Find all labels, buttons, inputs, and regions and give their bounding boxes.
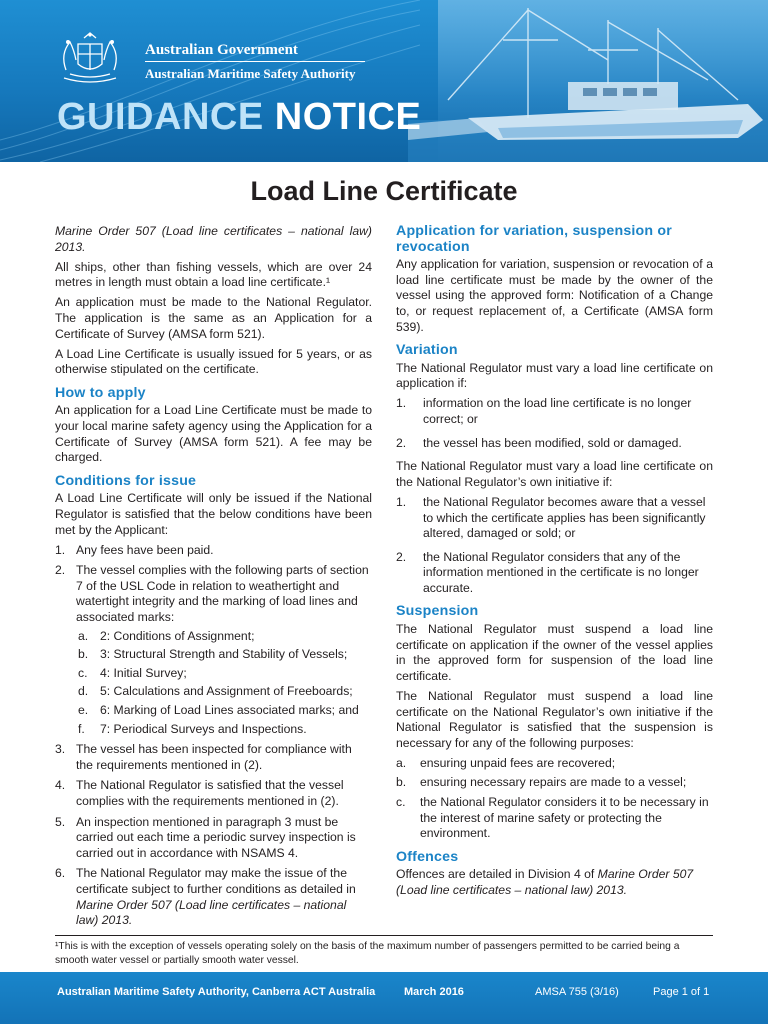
sub-list-item (396, 775, 713, 791)
list-number: 1. (396, 494, 407, 509)
sub-list-letter: e. (78, 703, 89, 718)
list-item (55, 866, 372, 928)
sub-list-text: 6: Marking of Load Lines associated marks; and (100, 703, 359, 718)
application-variation-heading: Application for variation, suspension or revocation (396, 223, 673, 255)
sub-list-text: 3: Structural Strength and Stability of Vessels; (100, 647, 348, 662)
right-column (396, 224, 713, 903)
offences-paragraph (396, 867, 713, 898)
suspension-paragraph-2: The National Regulator must suspend a load line certificate on the National Regulator’s own initiative if the National Regulator is satisfied that the suspension is necessary for any of the following purposes: (396, 688, 713, 750)
footnote-divider (55, 935, 713, 936)
list-item-text: An inspection mentioned in paragraph 3 must be carried out each time a periodic survey inspection is carried out in accordance with NSAMS 4. (76, 814, 356, 860)
list-number: 6. (55, 866, 66, 881)
sub-list-text: 4: Initial Survey; (100, 665, 187, 680)
conditions-paragraph: A Load Line Certificate will only be issued if the National Regulator is satisfied that the below conditions have been met by the Applicant: (55, 491, 372, 537)
variation-heading: Variation (396, 342, 458, 359)
list-item-reference: Marine Order 507 (Load line certificates – national law) 2013. (76, 897, 347, 928)
list-number: 1. (396, 396, 407, 411)
sub-list-item (76, 666, 372, 682)
footnote: ¹This is with the exception of vessels operating solely on the basis of the maximum number of passengers permitted to be carried being a smooth water vessel or partially smooth water vessel. (55, 941, 680, 966)
offences-heading: Offences (396, 848, 459, 865)
sub-list-letter: b. (396, 775, 407, 790)
list-item (396, 396, 713, 427)
authority-title: Australian Maritime Safety Authority (145, 66, 356, 81)
sub-list-text: 5: Calculations and Assignment of Freeboards; (100, 684, 353, 699)
list-item (55, 563, 372, 737)
page-title: Load Line Certificate (250, 176, 518, 206)
sub-list-item (396, 795, 713, 842)
sub-list-letter: f. (78, 721, 85, 736)
sub-list-item (76, 684, 372, 700)
list-number: 2. (396, 435, 407, 450)
list-item (55, 742, 372, 773)
intro-paragraph-2: An application must be made to the National Regulator. The application is the same as an Application for a Certificate of Survey (AMSA form 521). (55, 295, 372, 341)
list-item (396, 495, 713, 542)
guidance-notice-heading (57, 96, 421, 139)
suspension-heading: Suspension (396, 603, 479, 620)
list-item (55, 543, 372, 559)
variation-application-list (396, 396, 713, 451)
offences-text: Offences are detailed in Division 4 of (396, 867, 598, 882)
sub-list-item (76, 722, 372, 738)
footer-form-code: AMSA 755 (3/16) (535, 986, 619, 998)
notice-word-guidance: GUIDANCE (57, 96, 264, 138)
government-title: Australian Government (145, 42, 298, 58)
list-item-text: the National Regulator becomes aware that a vessel to which the certificate applies has been significantly altered, damaged or sold; or (423, 494, 706, 541)
list-number: 2. (396, 549, 407, 564)
variation-paragraph-1: The National Regulator must vary a load line certificate on application if: (396, 360, 713, 391)
list-number: 1. (55, 542, 66, 557)
suspension-purposes-list (396, 756, 713, 842)
sub-list-item (76, 629, 372, 645)
sub-list-letter: a. (396, 755, 407, 770)
sub-list-text: 2: Conditions of Assignment; (100, 628, 255, 643)
sub-list-text: the National Regulator considers it to be necessary in the interest of marine safety or protecting the environment. (420, 795, 709, 841)
list-number: 4. (55, 778, 66, 793)
fishing-boat-image (408, 0, 768, 162)
list-item (396, 436, 713, 452)
sub-list-letter: c. (396, 795, 406, 809)
offences-reference: Marine Order 507 (Load line certificates – national law) 2013. (396, 867, 694, 897)
sub-list-letter: c. (78, 665, 88, 680)
intro-paragraph-3: A Load Line Certificate is usually issued for 5 years, or as otherwise stipulated on the certificate. (55, 346, 372, 377)
list-number: 5. (55, 814, 66, 829)
how-to-apply-heading: How to apply (55, 384, 146, 401)
list-item-text: The National Regulator is satisfied that the vessel complies with the requirements mentioned in (2). (76, 778, 344, 808)
sub-list-letter: d. (78, 684, 89, 699)
list-item (396, 550, 713, 597)
sub-list-text: 7: Periodical Surveys and Inspections. (100, 721, 307, 736)
list-item-text: the National Regulator considers that any of the information mentioned in the certificate is no longer accurate. (423, 549, 699, 595)
list-item-text: information on the load line certificate is no longer correct; or (423, 396, 692, 427)
list-item-text: the vessel has been modified, sold or damaged. (423, 435, 682, 450)
header-divider (145, 61, 365, 62)
list-item (55, 778, 372, 809)
sub-list-text: ensuring necessary repairs are made to a vessel; (420, 775, 687, 790)
suspension-paragraph-1: The National Regulator must suspend a load line certificate on application if the owner of the vessel applies in the approved form for suspension of the load line certificate. (396, 622, 713, 683)
sub-list-item (76, 647, 372, 663)
usl-code-parts-list (76, 629, 372, 738)
sub-list-letter: a. (78, 628, 89, 643)
sub-list-item (396, 756, 713, 772)
list-item-text: The National Regulator may make the issue of the certificate subject to further conditions as detailed in (76, 866, 356, 896)
intro-paragraph-1: All ships, other than fishing vessels, which are over 24 metres in length must obtain a load line certificate.¹ (55, 259, 372, 290)
variation-initiative-list (396, 495, 713, 597)
how-to-apply-paragraph: An application for a Load Line Certificate must be made to your local marine safety agency using the Application for a Certificate of Survey (AMSA form 521). A fee may be charged. (55, 403, 372, 465)
list-item (55, 815, 372, 862)
sub-list-item (76, 703, 372, 719)
left-column (55, 224, 372, 935)
variation-paragraph-2: The National Regulator must vary a load line certificate on the National Regulator’s own initiative if: (396, 459, 713, 489)
list-item-text: The vessel has been inspected for compliance with the requirements mentioned in (2). (76, 742, 352, 772)
footer-bar (0, 972, 768, 1024)
sub-list-text: ensuring unpaid fees are recovered; (420, 755, 616, 770)
sub-list-letter: b. (78, 647, 89, 662)
notice-word-notice: NOTICE (274, 96, 422, 138)
footer-page-number: Page 1 of 1 (653, 986, 710, 998)
intro-reference: Marine Order 507 (Load line certificates – national law) 2013. (55, 224, 372, 254)
header-banner (0, 0, 768, 162)
list-number: 2. (55, 563, 66, 578)
coat-of-arms-logo (50, 30, 130, 90)
conditions-heading: Conditions for issue (55, 472, 197, 489)
footer-date: March 2016 (404, 986, 464, 998)
list-item-text: The vessel complies with the following parts of section 7 of the USL Code in relation to weathertight and watertight integrity and the marking of load lines and associated marks: (76, 563, 369, 625)
list-item-text: Any fees have been paid. (76, 542, 214, 557)
footer-organisation: Australian Maritime Safety Authority, Canberra ACT Australia (57, 986, 376, 998)
list-number: 3. (55, 742, 66, 757)
application-variation-paragraph: Any application for variation, suspension or revocation of a load line certificate must be made by the owner of the vessel using the approved form: Notification of a Change to, or request replacement of, a Certificate (AMSA form 539). (396, 257, 713, 334)
conditions-list (55, 543, 372, 929)
